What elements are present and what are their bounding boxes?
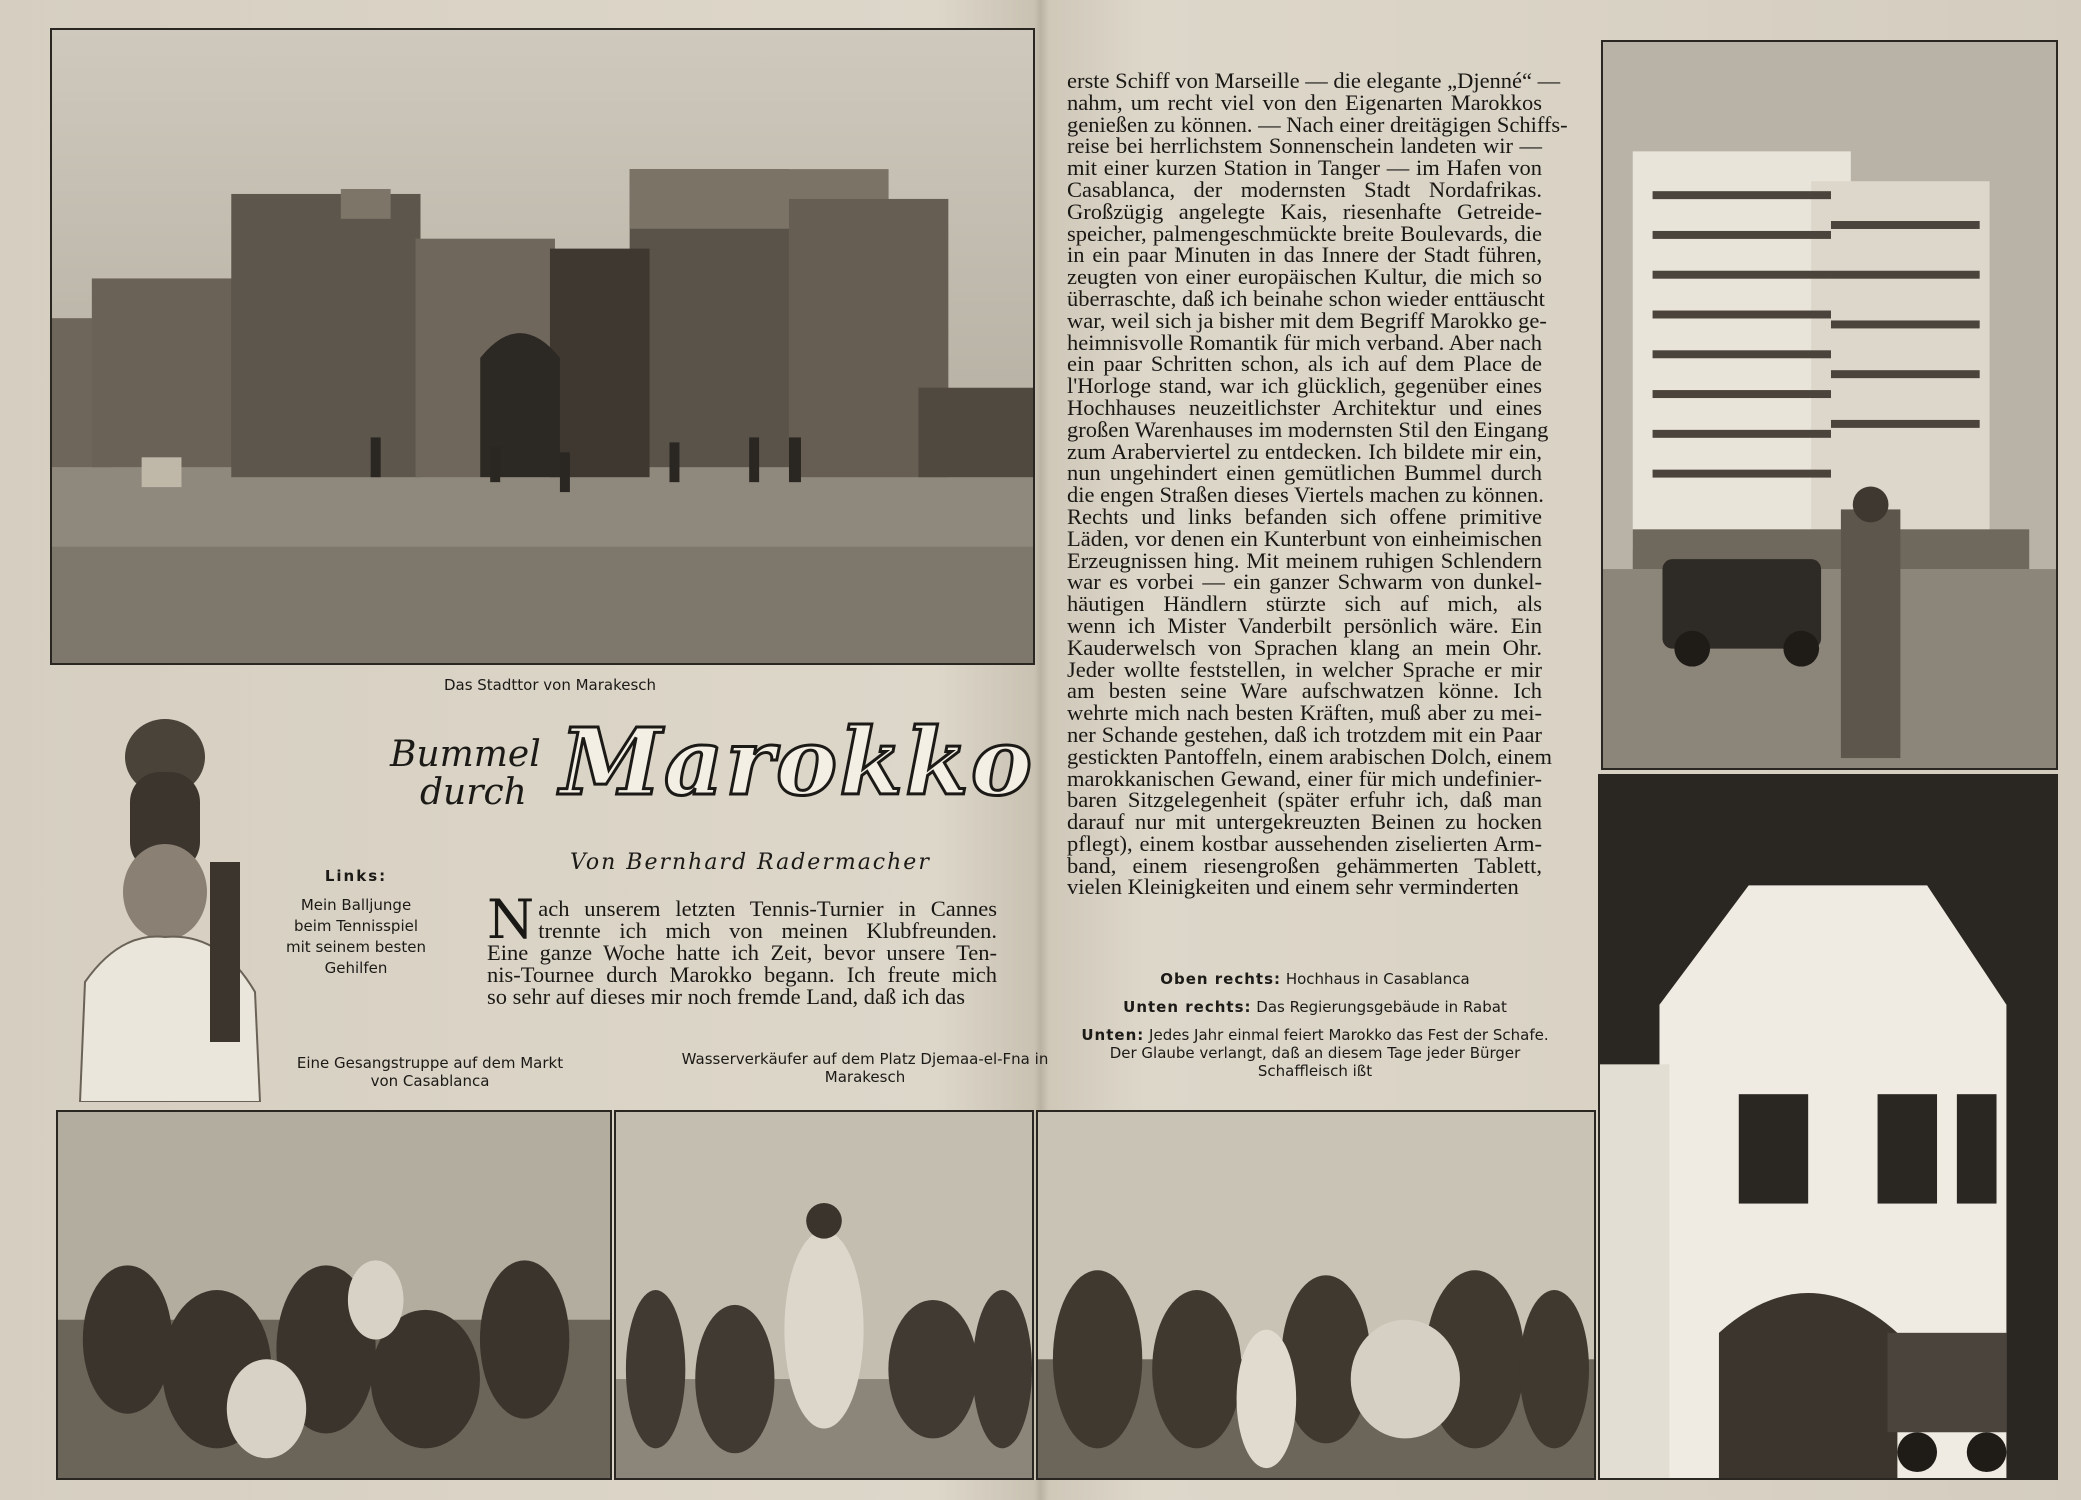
title-main: Marokko (560, 708, 1035, 816)
article-right-line: überraschte, daß ich beinahe schon wieder enttäuscht (1067, 285, 1545, 311)
caption-unten-text: Jedes Jahr einmal feiert Marokko das Fest der Schafe. Der Glaube verlangt, daß an diesem Tage jeder Bürger Schaffleisch ißt (1109, 1026, 1549, 1080)
caption-left-balljunge (286, 866, 426, 979)
article-right-line: die engen Straßen dieses Viertels machen zu können. (1067, 482, 1544, 508)
caption-gesang: Eine Gesangstruppe auf dem Markt von Casablanca (296, 1054, 564, 1090)
caption-city-gate: Das Stadttor von Marakesch (443, 676, 657, 694)
caption-oben-rechts (1080, 970, 1550, 988)
photo-wasserverkaeufer (614, 1110, 1034, 1480)
article-right-line: Kauderwelsch von Sprachen klang an mein Ohr. (1067, 634, 1542, 660)
article-right-line: wenn ich Mister Vanderbilt persönlich wäre. Ein (1067, 612, 1542, 638)
byline: Von Bernhard Radermacher (570, 850, 931, 875)
article-right-line: erste Schiff von Marseille — die elegante „Djenné“ — (1067, 68, 1561, 93)
article-right-line: darauf nur mit untergekreuzten Beinen zu hocken (1067, 809, 1542, 835)
article-right-line: wehrte mich nach besten Kräften, muß aber zu mei- (1067, 700, 1542, 726)
article-right (1067, 68, 1568, 900)
article-right-line: band, einem riesengroßen gehämmerten Tablett, (1067, 852, 1542, 878)
article-right-line: l'Horloge stand, war ich glücklich, gegenüber eines (1067, 373, 1542, 399)
article-right-line: ner Schande gestehen, daß ich trotzdem mit ein Paar (1067, 721, 1542, 747)
caption-wasser: Wasserverkäufer auf dem Platz Djemaa-el-Fna in Marakesch (681, 1050, 1049, 1086)
drop-cap: N (487, 888, 535, 951)
article-left-line: trennte ich mich von meinen Klubfreunden. (538, 917, 997, 943)
caption-oben-label: Oben rechts: (1160, 970, 1282, 988)
photo-rabat (1598, 774, 2058, 1480)
article-right-line: baren Sitzgelegenheit (später erfuhr ich, daß man (1067, 787, 1542, 813)
article-right-line: nahm, um recht viel von den Eigenarten Marokkos (1067, 89, 1542, 115)
article-right-line: reise bei herrlichstem Sonnenschein landeten wir — (1067, 133, 1542, 159)
caption-unten-rechts-text: Das Regierungsgebäude in Rabat (1256, 998, 1507, 1016)
article-right-line: speicher, palmengeschmückte breite Boulevards, die (1067, 220, 1542, 246)
article-right-line: Läden, vor denen ein Kunterbunt von einheimischen (1067, 525, 1542, 551)
photo-hochhaus (1601, 40, 2058, 770)
photo-gesangstruppe (56, 1110, 612, 1480)
caption-unten (1080, 1026, 1550, 1080)
photo-ball-boy (60, 712, 270, 1102)
article-right-line: marokkanischen Gewand, einer für mich undefinier- (1067, 765, 1542, 791)
caption-unten-rechts-label: Unten rechts: (1123, 998, 1252, 1016)
article-right-line: nun ungehindert einen gemütlichen Bummel durch (1067, 460, 1542, 486)
title-line2: durch (420, 772, 527, 813)
article-left (487, 888, 997, 1009)
article-right-line: Hochhauses neuzeitlichster Architektur und eines (1067, 394, 1542, 420)
article-right-line: Jeder wollte feststellen, in welcher Sprache er mir (1067, 656, 1542, 682)
article-right-line: großen Warenhauses im modernsten Stil den Eingang (1067, 416, 1549, 442)
caption-left-text: Mein Balljunge beim Tennisspiel mit seinem besten Gehilfen (286, 896, 426, 977)
title-line1: Bummel (390, 734, 541, 775)
article-right-line: ein paar Schritten schon, als ich auf dem Place de (1067, 351, 1542, 377)
article-right-line: pflegt), einem kostbar aussehenden ziselierten Arm- (1067, 830, 1542, 856)
article-right-line: heimnisvolle Romantik für mich verband. Aber nach (1067, 329, 1542, 355)
article-right-line: genießen zu können. — Nach einer dreitägigen Schiffs- (1067, 111, 1568, 137)
article-left-line: Eine ganze Woche hatte ich Zeit, bevor unsere Ten- (487, 940, 997, 965)
article-right-line: zeugten von einer europäischen Kultur, die mich so (1067, 264, 1542, 290)
article-right-line: war es vorbei — ein ganzer Schwarm von dunkel- (1067, 569, 1542, 595)
caption-left-label: Links: (324, 867, 388, 885)
article-right-line: war, weil sich ja bisher mit dem Begriff Marokko ge- (1067, 307, 1547, 333)
article-right-line: Rechts und links befanden sich offene primitive (1067, 503, 1542, 529)
article-right-line: gestickten Pantoffeln, einem arabischen Dolch, einem (1067, 743, 1553, 769)
article-right-line: zum Araberviertel zu entdecken. Ich bildete mir ein, (1067, 438, 1542, 464)
article-left-line: ach unserem letzten Tennis-Turnier in Cannes (538, 896, 997, 921)
caption-oben-text: Hochhaus in Casablanca (1285, 970, 1470, 988)
article-left-line: so sehr auf dieses mir noch fremde Land, daß ich das (487, 983, 965, 1009)
article-right-line: Casablanca, der modernsten Stadt Nordafrikas. (1067, 176, 1542, 202)
caption-unten-rechts (1080, 998, 1550, 1016)
article-right-line: mit einer kurzen Station in Tanger — im Hafen von (1067, 155, 1542, 181)
article-right-line: Großzügig angelegte Kais, riesenhafte Getreide- (1067, 198, 1542, 224)
caption-unten-label: Unten: (1081, 1026, 1145, 1044)
article-right-line: vielen Kleinigkeiten und einem sehr verminderten (1067, 874, 1519, 900)
article-right-line: häutigen Händlern stürzte sich auf mich, als (1067, 591, 1542, 617)
article-right-line: Erzeugnissen hing. Mit meinem ruhigen Schlendern (1067, 547, 1542, 573)
article-right-line: am besten seine Ware aufschwatzen könne. Ich (1067, 678, 1542, 704)
article-left-line: nis-Tournee durch Marokko begann. Ich freute mich (487, 961, 997, 987)
article-right-line: in ein paar Minuten in das Innere der Stadt führen, (1067, 242, 1542, 268)
photo-city-gate (50, 28, 1035, 665)
photo-fest-der-schafe (1036, 1110, 1596, 1480)
